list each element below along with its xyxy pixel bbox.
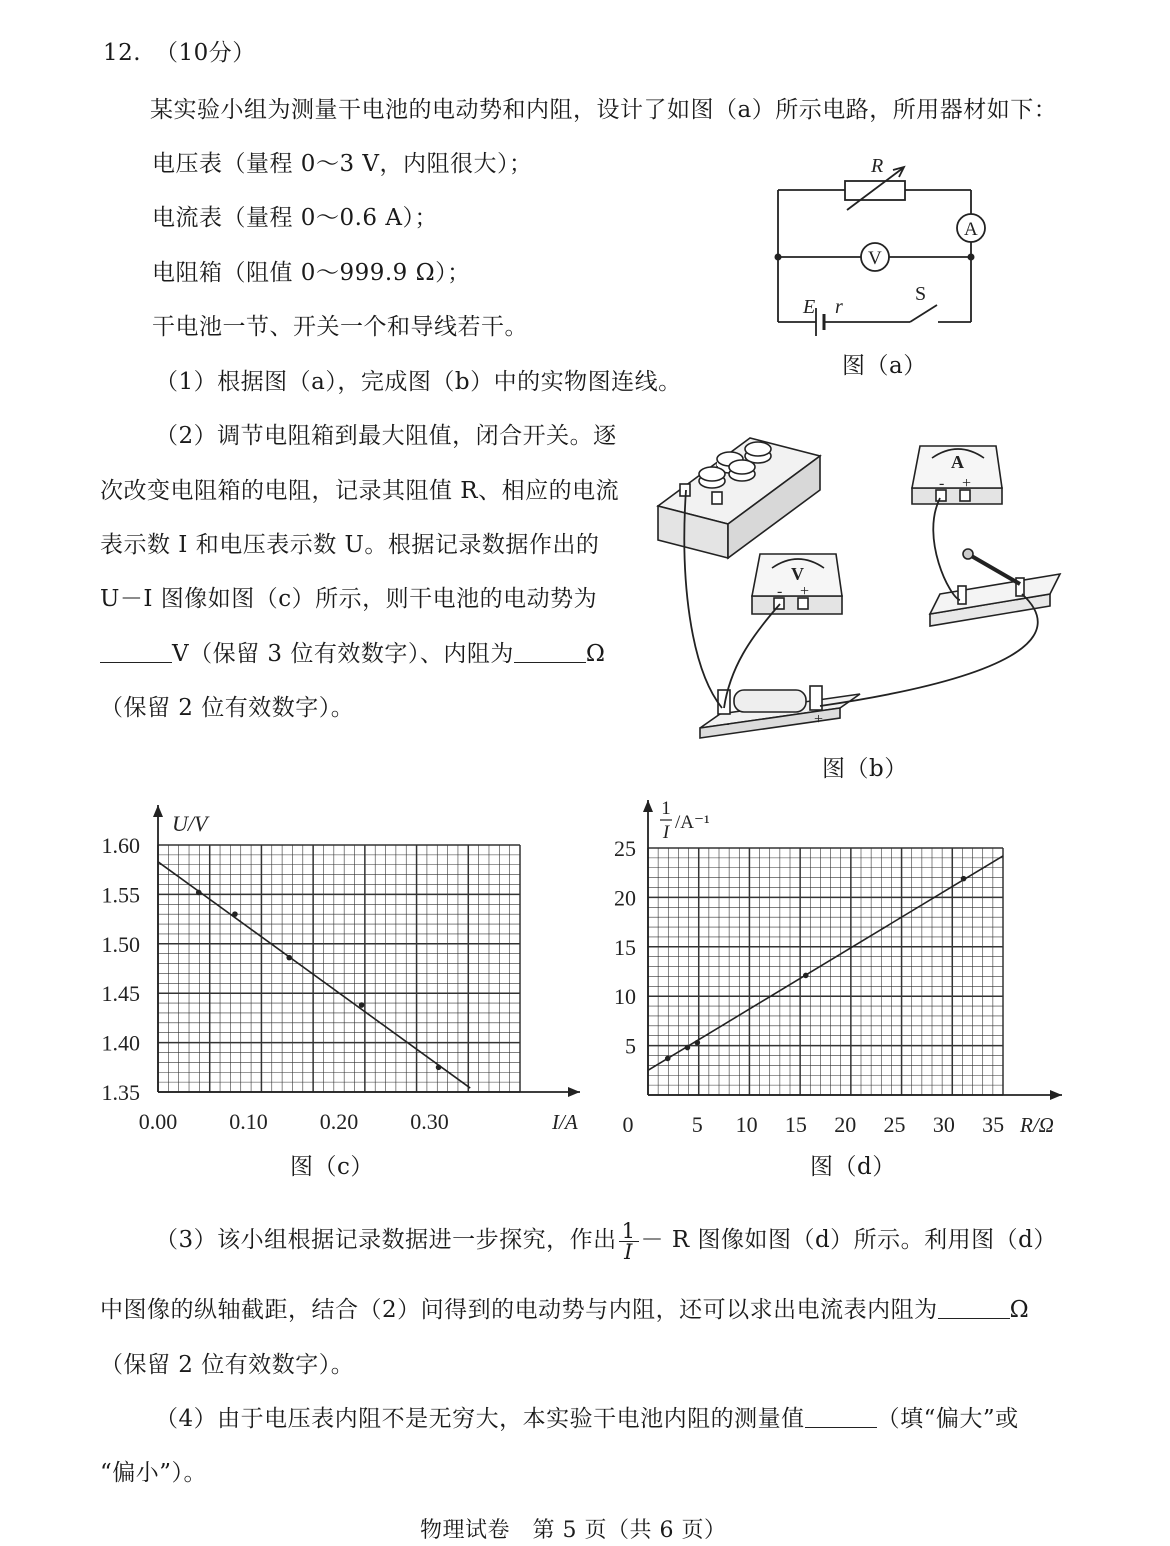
y-tick-label: 1.55 <box>101 882 140 908</box>
part4-text-a: （4）由于电压表内阻不是无穷大，本实验干电池内阻的测量值 <box>155 1406 805 1432</box>
figure-c-caption: 图（c） <box>290 1154 374 1180</box>
page-footer: 物理试卷 第 5 页（共 6 页） <box>420 1518 727 1543</box>
emf-answer-blank[interactable] <box>100 640 172 663</box>
equipment-ammeter: 电流表（量程 0～0.6 A）； <box>152 205 438 231</box>
part2-line5-b: Ω <box>585 641 606 667</box>
part3-text-a: （3）该小组根据记录数据进一步探究，作出 <box>155 1227 617 1253</box>
part3-line1 <box>155 1215 1057 1265</box>
voltmeter-label: V <box>868 248 882 269</box>
voltmeter-device-label: V <box>791 564 804 584</box>
y-axis-arrow <box>643 800 653 812</box>
x-tick-label: 10 <box>735 1112 758 1137</box>
inverse-current-fraction: $\frac{1}{I}$ <box>619 1221 639 1262</box>
y-axis-label: U/V <box>172 811 208 836</box>
x-tick-label: 0.10 <box>229 1109 268 1134</box>
x-tick-label: 0.30 <box>410 1109 449 1134</box>
figure-d-caption: 图（d） <box>810 1154 896 1180</box>
x-axis-label: R/Ω <box>1020 1113 1054 1137</box>
data-point <box>685 1045 691 1051</box>
part3-line2-a: 中图像的纵轴截距，结合（2）问得到的电动势与内阻，还可以求出电流表内阻为 <box>100 1297 938 1323</box>
y-axis-label-numerator: 1 <box>661 798 671 819</box>
part2-line6: （保留 2 位有效数字）。 <box>100 695 355 721</box>
part3-line2-b: Ω <box>1009 1297 1030 1323</box>
y-tick-label: 1.40 <box>101 1030 140 1056</box>
emf-label: E <box>803 296 816 318</box>
y-axis-label-unit: /A⁻¹ <box>675 812 710 833</box>
part2-line5-a: V（保留 3 位有效数字）、内阻为 <box>172 641 514 667</box>
x-tick-label: 30 <box>932 1112 955 1137</box>
origin-label: 0 <box>622 1112 634 1137</box>
x-tick-label: 20 <box>834 1112 857 1137</box>
equipment-voltmeter: 电压表（量程 0～3 V，内阻很大）； <box>152 151 533 177</box>
ammeter-minus: - <box>939 475 945 492</box>
part2-line5 <box>100 639 605 669</box>
data-point <box>961 876 967 882</box>
x-tick-label: 5 <box>691 1112 703 1137</box>
data-point <box>359 1002 365 1008</box>
voltmeter-minus: - <box>777 583 783 600</box>
u-i-chart <box>80 795 600 1145</box>
part3-line2 <box>100 1295 1029 1325</box>
part2-line4: U－I 图像如图（c）所示，则干电池的电动势为 <box>100 586 598 612</box>
part3-line3: （保留 2 位有效数字）。 <box>100 1352 355 1378</box>
data-point <box>803 973 809 979</box>
fit-line <box>648 856 1003 1070</box>
internal-resistance-answer-blank[interactable] <box>514 640 586 663</box>
data-point <box>695 1040 701 1046</box>
y-axis-arrow <box>153 805 163 817</box>
x-tick-label: 35 <box>982 1112 1005 1137</box>
y-tick-label: 1.45 <box>101 981 140 1007</box>
ammeter-label: A <box>964 219 978 240</box>
circuit-diagram-a <box>765 150 995 380</box>
data-point <box>232 911 238 917</box>
part2-line2: 次改变电阻箱的电阻，记录其阻值 R、相应的电流 <box>100 478 620 504</box>
battery-plus: + <box>814 711 824 728</box>
y-tick-label: 15 <box>614 934 636 960</box>
part3-text-b: － R 图像如图（d）所示。利用图（d） <box>640 1227 1057 1253</box>
resistor-label: R <box>871 155 884 177</box>
rheostat-symbol <box>845 181 905 200</box>
y-tick-label: 1.35 <box>101 1080 140 1105</box>
x-tick-label: 0.20 <box>319 1109 359 1134</box>
x-tick-label: 0.00 <box>138 1109 178 1134</box>
x-tick-label: 15 <box>784 1112 807 1137</box>
inv-i-r-chart <box>600 790 1080 1145</box>
data-point <box>665 1056 671 1062</box>
ammeter-device-label: A <box>951 452 964 472</box>
figure-b-caption: 图（b） <box>822 756 908 782</box>
voltmeter-plus: + <box>800 583 810 600</box>
apparatus-diagram-b <box>650 418 1070 748</box>
switch-label: S <box>915 283 927 305</box>
y-tick-label: 25 <box>614 836 636 861</box>
y-tick-label: 5 <box>625 1033 636 1059</box>
fit-line <box>158 862 470 1088</box>
battery-minus: - <box>724 715 730 732</box>
data-point <box>436 1065 442 1071</box>
x-axis-arrow <box>568 1087 580 1097</box>
y-tick-label: 1.60 <box>101 833 140 858</box>
y-tick-label: 20 <box>614 885 636 911</box>
internal-resistance-label: r <box>835 296 843 318</box>
chart-grid <box>648 848 1003 1095</box>
voltmeter-device <box>752 554 842 614</box>
question-points: （10分） <box>155 40 256 66</box>
part2-line3: 表示数 I 和电压表示数 U。根据记录数据作出的 <box>100 532 600 558</box>
data-point <box>286 955 292 961</box>
chart-grid <box>158 845 520 1092</box>
x-tick-label: 25 <box>883 1112 906 1137</box>
question-number: 12. <box>103 40 142 66</box>
ammeter-resistance-answer-blank[interactable] <box>938 1296 1010 1319</box>
data-point <box>196 890 202 896</box>
x-axis-label: I/A <box>552 1110 578 1134</box>
part4-line2: “偏小”）。 <box>100 1460 208 1486</box>
y-axis-label-denominator: I <box>662 822 670 843</box>
part4-text-b: （填“偏大”或 <box>876 1406 1019 1432</box>
resistance-box <box>658 438 820 558</box>
part4-line1 <box>155 1404 1019 1434</box>
ammeter-plus: + <box>962 475 972 492</box>
equipment-battery: 干电池一节、开关一个和导线若干。 <box>152 314 528 340</box>
figure-a-caption: 图（a） <box>842 353 927 379</box>
x-axis-arrow <box>1050 1090 1062 1100</box>
question-intro: 某实验小组为测量干电池的电动势和内阻，设计了如图（a）所示电路，所用器材如下： <box>150 97 1058 123</box>
measurement-bias-answer-blank[interactable] <box>805 1405 877 1428</box>
y-tick-label: 1.50 <box>101 931 140 957</box>
part1-text: （1）根据图（a），完成图（b）中的实物图连线。 <box>155 369 682 395</box>
part2-line1: （2）调节电阻箱到最大阻值，闭合开关。逐 <box>155 423 617 449</box>
equipment-resistance-box: 电阻箱（阻值 0～999.9 Ω）； <box>152 260 471 286</box>
y-tick-label: 10 <box>614 984 636 1010</box>
